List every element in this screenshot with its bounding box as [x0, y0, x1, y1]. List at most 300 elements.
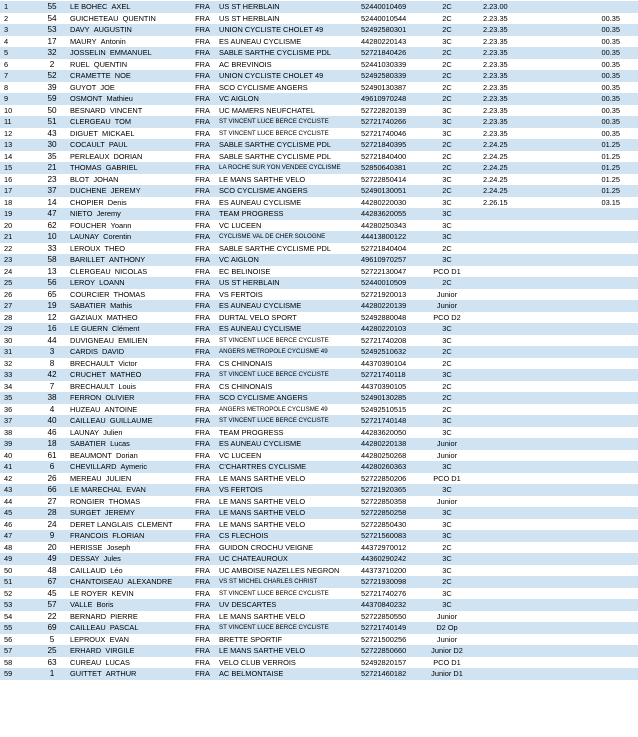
- license-cell: 44360290242: [361, 553, 423, 565]
- nationality-cell: FRA: [186, 289, 219, 301]
- first-name: Jules: [103, 554, 121, 563]
- first-name: VIRGILE: [105, 646, 135, 655]
- license-cell: 52721460182: [361, 668, 423, 680]
- name-cell: [66, 484, 186, 496]
- name-cell: [66, 36, 186, 48]
- category-cell: 2C: [423, 277, 471, 289]
- first-name: DORIAN: [113, 151, 143, 161]
- club-cell: CS CHINONAIS: [219, 381, 361, 393]
- time-cell: [471, 519, 555, 531]
- first-name: LOANN: [99, 278, 125, 287]
- bib-cell: 19: [38, 300, 66, 312]
- category-cell: 3C: [423, 174, 471, 186]
- nationality-cell: FRA: [186, 588, 219, 600]
- rank-cell: 16: [0, 174, 38, 186]
- time-cell: [471, 346, 555, 358]
- rank-cell: 59: [0, 668, 38, 680]
- bib-cell: 18: [38, 438, 66, 450]
- gap-cell: [555, 266, 638, 278]
- rank-cell: 1: [0, 1, 38, 13]
- gap-cell: 01.25: [555, 162, 638, 174]
- rank-cell: 56: [0, 634, 38, 646]
- last-name: FERRON: [70, 393, 102, 402]
- last-name: CLERGEAU: [70, 266, 111, 276]
- bib-cell: 4: [38, 404, 66, 416]
- gap-cell: 00.35: [555, 82, 638, 94]
- first-name: Victor: [118, 358, 138, 368]
- license-cell: 52440010509: [361, 277, 423, 289]
- name-cell: [66, 576, 186, 588]
- nationality-cell: FRA: [186, 576, 219, 588]
- nationality-cell: FRA: [186, 128, 219, 140]
- nationality-cell: FRA: [186, 208, 219, 220]
- license-cell: 52721840395: [361, 139, 423, 151]
- first-name: Clément: [111, 324, 140, 333]
- license-cell: 52722850414: [361, 174, 423, 186]
- bib-cell: 5: [38, 634, 66, 646]
- gap-cell: [555, 415, 638, 427]
- last-name: HERISSE: [70, 542, 103, 552]
- time-cell: 2.23.35: [471, 93, 555, 105]
- club-cell: AC BELMONTAISE: [219, 668, 361, 680]
- license-cell: 52492580339: [361, 70, 423, 82]
- last-name: DAVY: [70, 25, 90, 34]
- club-cell: LE MANS SARTHE VELO: [219, 645, 361, 657]
- license-cell: 52721740266: [361, 116, 423, 128]
- time-cell: [471, 484, 555, 496]
- first-name: Jeremy: [96, 209, 121, 218]
- license-cell: 52721740276: [361, 588, 423, 600]
- rank-cell: 37: [0, 415, 38, 427]
- category-cell: 2C: [423, 542, 471, 554]
- category-cell: 2C: [423, 576, 471, 588]
- last-name: DUCHENE: [70, 186, 107, 195]
- bib-cell: 51: [38, 116, 66, 128]
- club-cell: VS ST MICHEL CHARLES CHRIST: [219, 576, 361, 588]
- name-cell: [66, 59, 186, 71]
- rank-cell: 6: [0, 59, 38, 71]
- last-name: RONGIER: [70, 496, 105, 506]
- gap-cell: [555, 289, 638, 301]
- name-cell: [66, 599, 186, 611]
- nationality-cell: FRA: [186, 450, 219, 462]
- bib-cell: 3: [38, 346, 66, 358]
- table-row: [0, 185, 638, 197]
- table-row: [0, 381, 638, 393]
- bib-cell: 69: [38, 622, 66, 634]
- time-cell: 2.23.35: [471, 36, 555, 48]
- rank-cell: 38: [0, 427, 38, 439]
- time-cell: 2.23.35: [471, 116, 555, 128]
- first-name: AXEL: [111, 2, 131, 11]
- name-cell: [66, 1, 186, 13]
- gap-cell: 01.25: [555, 174, 638, 186]
- nationality-cell: FRA: [186, 254, 219, 266]
- time-cell: [471, 335, 555, 347]
- rank-cell: 2: [0, 13, 38, 25]
- name-cell: [66, 289, 186, 301]
- license-cell: 44370390104: [361, 358, 423, 370]
- category-cell: 2C: [423, 404, 471, 416]
- name-cell: [66, 231, 186, 243]
- club-cell: ANGERS METROPOLE CYCLISME 49: [219, 404, 361, 416]
- license-cell: 52722850660: [361, 645, 423, 657]
- license-cell: 52492510632: [361, 346, 423, 358]
- rank-cell: 10: [0, 105, 38, 117]
- table-row: [0, 634, 638, 646]
- name-cell: [66, 473, 186, 485]
- time-cell: 2.23.35: [471, 82, 555, 94]
- gap-cell: [555, 381, 638, 393]
- table-row: [0, 484, 638, 496]
- category-cell: 3C: [423, 197, 471, 209]
- gap-cell: [555, 323, 638, 335]
- last-name: MEREAU: [70, 473, 102, 483]
- license-cell: 44370390105: [361, 381, 423, 393]
- name-cell: [66, 519, 186, 531]
- gap-cell: [555, 622, 638, 634]
- bib-cell: 56: [38, 277, 66, 289]
- bib-cell: 38: [38, 392, 66, 404]
- club-cell: TEAM PROGRESS: [219, 427, 361, 439]
- license-cell: 44280260363: [361, 461, 423, 473]
- club-cell: CS CHINONAIS: [219, 358, 361, 370]
- club-cell: AC BREVINOIS: [219, 59, 361, 71]
- last-name: CHOPIER: [70, 197, 104, 207]
- time-cell: [471, 611, 555, 623]
- last-name: BARILLET: [70, 255, 105, 264]
- last-name: CRUCHET: [70, 370, 107, 379]
- time-cell: 2.23.35: [471, 24, 555, 36]
- club-cell: LE MANS SARTHE VELO: [219, 611, 361, 623]
- table-row: [0, 588, 638, 600]
- first-name: Antonin: [100, 36, 126, 46]
- gap-cell: 00.35: [555, 116, 638, 128]
- nationality-cell: FRA: [186, 174, 219, 186]
- category-cell: 3C: [423, 254, 471, 266]
- bib-cell: 55: [38, 1, 66, 13]
- category-cell: Junior: [423, 300, 471, 312]
- category-cell: PCO D2: [423, 312, 471, 324]
- last-name: VALLE: [70, 600, 93, 609]
- last-name: CHEVILLARD: [70, 462, 117, 471]
- table-row: [0, 346, 638, 358]
- time-cell: [471, 381, 555, 393]
- last-name: DESSAY: [70, 554, 100, 563]
- time-cell: [471, 588, 555, 600]
- license-cell: 44283620050: [361, 427, 423, 439]
- table-row: [0, 415, 638, 427]
- name-cell: [66, 93, 186, 105]
- nationality-cell: FRA: [186, 565, 219, 577]
- club-cell: VC AIGLON: [219, 93, 361, 105]
- last-name: FRANCOIS: [70, 531, 109, 540]
- gap-cell: 01.25: [555, 139, 638, 151]
- nationality-cell: FRA: [186, 116, 219, 128]
- first-name: MICKAEL: [102, 128, 135, 138]
- bib-cell: 16: [38, 323, 66, 335]
- nationality-cell: FRA: [186, 162, 219, 174]
- table-row: [0, 266, 638, 278]
- license-cell: 52440010469: [361, 1, 423, 13]
- table-row: [0, 335, 638, 347]
- name-cell: [66, 116, 186, 128]
- nationality-cell: FRA: [186, 392, 219, 404]
- nationality-cell: FRA: [186, 381, 219, 393]
- name-cell: [66, 553, 186, 565]
- first-name: NOE: [114, 71, 131, 80]
- last-name: LE GUERN: [70, 324, 108, 333]
- rank-cell: 21: [0, 231, 38, 243]
- gap-cell: 03.15: [555, 197, 638, 209]
- bib-cell: 52: [38, 70, 66, 82]
- name-cell: [66, 530, 186, 542]
- last-name: LE BOHEC: [70, 2, 108, 11]
- rank-cell: 50: [0, 565, 38, 577]
- category-cell: Junior: [423, 611, 471, 623]
- bib-cell: 2: [38, 59, 66, 71]
- gap-cell: 00.35: [555, 13, 638, 25]
- first-name: MATHEO: [106, 312, 138, 322]
- gap-cell: 00.35: [555, 105, 638, 117]
- gap-cell: 00.35: [555, 59, 638, 71]
- time-cell: [471, 657, 555, 669]
- last-name: LE ROYER: [70, 588, 108, 598]
- gap-cell: [555, 220, 638, 232]
- nationality-cell: FRA: [186, 105, 219, 117]
- table-row: [0, 289, 638, 301]
- category-cell: 3C: [423, 530, 471, 542]
- bib-cell: 58: [38, 254, 66, 266]
- time-cell: [471, 530, 555, 542]
- nationality-cell: FRA: [186, 611, 219, 623]
- club-cell: UC AMBOISE NAZELLES NEGRON: [219, 565, 361, 577]
- club-cell: GUIDON CROCHU VEIGNE: [219, 542, 361, 554]
- license-cell: 52721560083: [361, 530, 423, 542]
- first-name: JOE: [100, 82, 115, 92]
- name-cell: [66, 427, 186, 439]
- license-cell: 44280220143: [361, 36, 423, 48]
- table-row: [0, 312, 638, 324]
- time-cell: [471, 438, 555, 450]
- time-cell: [471, 668, 555, 680]
- time-cell: [471, 622, 555, 634]
- rank-cell: 27: [0, 300, 38, 312]
- table-row: [0, 599, 638, 611]
- time-cell: [471, 553, 555, 565]
- name-cell: [66, 197, 186, 209]
- table-row: [0, 208, 638, 220]
- first-name: EVAN: [109, 634, 130, 644]
- license-cell: 52721740148: [361, 415, 423, 427]
- time-cell: 2.24.25: [471, 151, 555, 163]
- club-cell: VC LUCEEN: [219, 220, 361, 232]
- first-name: NICOLAS: [114, 266, 148, 276]
- category-cell: 2C: [423, 358, 471, 370]
- table-row: [0, 197, 638, 209]
- gap-cell: 00.35: [555, 24, 638, 36]
- nationality-cell: FRA: [186, 438, 219, 450]
- table-row: [0, 404, 638, 416]
- category-cell: 2C: [423, 381, 471, 393]
- last-name: BRECHAULT: [70, 381, 115, 391]
- table-row: [0, 300, 638, 312]
- first-name: ANTOINE: [104, 404, 138, 414]
- nationality-cell: FRA: [186, 59, 219, 71]
- gap-cell: [555, 611, 638, 623]
- nationality-cell: FRA: [186, 36, 219, 48]
- gap-cell: 00.35: [555, 93, 638, 105]
- gap-cell: [555, 484, 638, 496]
- bib-cell: 61: [38, 450, 66, 462]
- gap-cell: [555, 634, 638, 646]
- club-cell: UNION CYCLISTE CHOLET 49: [219, 24, 361, 36]
- table-row: [0, 611, 638, 623]
- last-name: GAZIAUX: [70, 312, 103, 322]
- rank-cell: 42: [0, 473, 38, 485]
- nationality-cell: FRA: [186, 657, 219, 669]
- name-cell: [66, 335, 186, 347]
- bib-cell: 43: [38, 128, 66, 140]
- table-row: [0, 461, 638, 473]
- license-cell: 52722850430: [361, 519, 423, 531]
- last-name: CARDIS: [70, 347, 98, 356]
- time-cell: 2.23.00: [471, 1, 555, 13]
- category-cell: 2C: [423, 151, 471, 163]
- nationality-cell: FRA: [186, 415, 219, 427]
- table-row: [0, 507, 638, 519]
- first-name: ARTHUR: [105, 669, 137, 678]
- license-cell: 44283620055: [361, 208, 423, 220]
- table-row: [0, 162, 638, 174]
- bib-cell: 32: [38, 47, 66, 59]
- club-cell: US ST HERBLAIN: [219, 277, 361, 289]
- category-cell: 3C: [423, 553, 471, 565]
- name-cell: [66, 358, 186, 370]
- rank-cell: 9: [0, 93, 38, 105]
- club-cell: SCO CYCLISME ANGERS: [219, 392, 361, 404]
- last-name: BERNARD: [70, 611, 107, 621]
- table-row: [0, 530, 638, 542]
- table-row: [0, 519, 638, 531]
- club-cell: ES AUNEAU CYCLISME: [219, 323, 361, 335]
- gap-cell: [555, 208, 638, 220]
- last-name: SURGET: [70, 508, 101, 517]
- table-row: [0, 116, 638, 128]
- club-cell: ST VINCENT LUCE BERCE CYCLISTE: [219, 335, 361, 347]
- time-cell: [471, 507, 555, 519]
- table-row: [0, 13, 638, 25]
- first-name: EMILIEN: [118, 335, 148, 345]
- table-row: [0, 139, 638, 151]
- name-cell: [66, 185, 186, 197]
- last-name: JOSSELIN: [70, 48, 106, 57]
- name-cell: [66, 461, 186, 473]
- nationality-cell: FRA: [186, 151, 219, 163]
- rank-cell: 29: [0, 323, 38, 335]
- rank-cell: 52: [0, 588, 38, 600]
- gap-cell: [555, 254, 638, 266]
- nationality-cell: FRA: [186, 358, 219, 370]
- table-row: [0, 496, 638, 508]
- license-cell: 44373710200: [361, 565, 423, 577]
- rank-cell: 47: [0, 530, 38, 542]
- rank-cell: 43: [0, 484, 38, 496]
- last-name: GUYOT: [70, 82, 97, 92]
- first-name: Joseph: [106, 542, 131, 552]
- bib-cell: 24: [38, 519, 66, 531]
- category-cell: Junior: [423, 289, 471, 301]
- club-cell: LE MANS SARTHE VELO: [219, 496, 361, 508]
- results-body: [0, 1, 638, 680]
- rank-cell: 15: [0, 162, 38, 174]
- time-cell: [471, 369, 555, 381]
- nationality-cell: FRA: [186, 70, 219, 82]
- name-cell: [66, 404, 186, 416]
- name-cell: [66, 369, 186, 381]
- club-cell: CS FLECHOIS: [219, 530, 361, 542]
- bib-cell: 23: [38, 174, 66, 186]
- first-name: Louis: [118, 381, 136, 391]
- bib-cell: 46: [38, 427, 66, 439]
- club-cell: ST VINCENT LUCE BERCE CYCLISTE: [219, 128, 361, 140]
- last-name: COURCIER: [70, 289, 110, 299]
- time-cell: [471, 254, 555, 266]
- gap-cell: [555, 438, 638, 450]
- first-name: OLIVIER: [105, 393, 135, 402]
- time-cell: [471, 392, 555, 404]
- nationality-cell: FRA: [186, 1, 219, 13]
- club-cell: SABLE SARTHE CYCLISME PDL: [219, 151, 361, 163]
- nationality-cell: FRA: [186, 277, 219, 289]
- license-cell: 52722850358: [361, 496, 423, 508]
- bib-cell: 54: [38, 13, 66, 25]
- last-name: PERLEAUX: [70, 151, 110, 161]
- first-name: ALEXANDRE: [127, 577, 173, 586]
- category-cell: 3C: [423, 128, 471, 140]
- name-cell: [66, 24, 186, 36]
- category-cell: Junior: [423, 634, 471, 646]
- name-cell: [66, 208, 186, 220]
- club-cell: VC AIGLON: [219, 254, 361, 266]
- bib-cell: 59: [38, 93, 66, 105]
- license-cell: 52721920013: [361, 289, 423, 301]
- gap-cell: [555, 496, 638, 508]
- name-cell: [66, 542, 186, 554]
- time-cell: 2.23.35: [471, 70, 555, 82]
- rank-cell: 48: [0, 542, 38, 554]
- time-cell: [471, 404, 555, 416]
- rank-cell: 8: [0, 82, 38, 94]
- club-cell: LE MANS SARTHE VELO: [219, 473, 361, 485]
- category-cell: PCO D1: [423, 473, 471, 485]
- nationality-cell: FRA: [186, 220, 219, 232]
- license-cell: 44280220103: [361, 323, 423, 335]
- category-cell: 2C: [423, 70, 471, 82]
- rank-cell: 53: [0, 599, 38, 611]
- category-cell: 3C: [423, 507, 471, 519]
- name-cell: [66, 70, 186, 82]
- time-cell: 2.23.35: [471, 47, 555, 59]
- category-cell: 3C: [423, 36, 471, 48]
- time-cell: [471, 576, 555, 588]
- license-cell: 52441030339: [361, 59, 423, 71]
- table-row: [0, 243, 638, 255]
- name-cell: [66, 128, 186, 140]
- category-cell: 2C: [423, 392, 471, 404]
- bib-cell: 67: [38, 576, 66, 588]
- license-cell: 52490130051: [361, 185, 423, 197]
